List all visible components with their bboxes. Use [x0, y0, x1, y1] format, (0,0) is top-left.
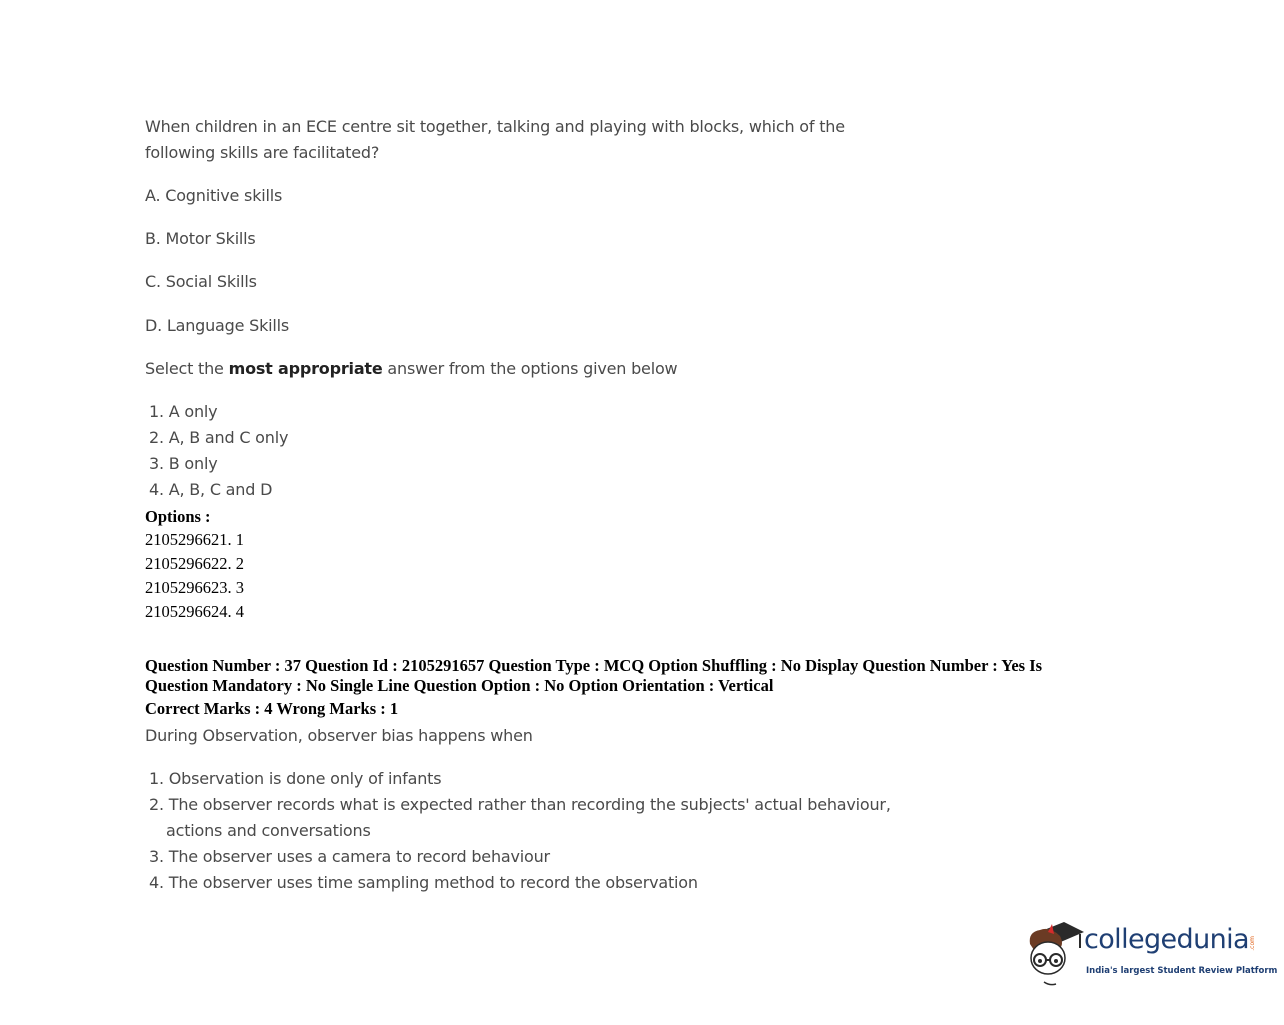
- question-meta-line-1: Question Number : 37 Question Id : 2105291657 Question Type : MCQ Option Shuffling : No Display Question Number : Yes Is: [145, 656, 1043, 675]
- option-code-2: 2105296622. 2: [145, 554, 244, 573]
- brand-domain: .com: [1249, 936, 1256, 951]
- choice-3: 3. B only: [149, 454, 218, 473]
- option-code-3: 2105296623. 3: [145, 578, 244, 597]
- question-meta-line-2: Question Mandatory : No Single Line Question Option : No Option Orientation : Vertical: [145, 676, 774, 695]
- brand-name: collegedunia: [1084, 924, 1249, 955]
- statement-a: A. Cognitive skills: [145, 186, 283, 205]
- collegedunia-logo: [1024, 914, 1278, 990]
- question-stem-line-2: following skills are facilitated?: [145, 143, 380, 162]
- q2-choice-4: 4. The observer uses time sampling method to record the observation: [149, 873, 698, 892]
- q2-choice-1: 1. Observation is done only of infants: [149, 769, 442, 788]
- q2-choice-2: 2. The observer records what is expected rather than recording the subjects' actual behaviour,: [149, 795, 891, 814]
- statement-b: B. Motor Skills: [145, 229, 256, 248]
- statement-c: C. Social Skills: [145, 272, 257, 291]
- question-marks: Correct Marks : 4 Wrong Marks : 1: [145, 699, 399, 718]
- select-prefix: Select the: [145, 359, 229, 378]
- choice-2: 2. A, B and C only: [149, 428, 289, 447]
- statement-d: D. Language Skills: [145, 316, 290, 335]
- brand-tagline: India's largest Student Review Platform: [1086, 966, 1278, 976]
- option-code-4: 2105296624. 4: [145, 602, 244, 621]
- select-emphasis: most appropriate: [228, 359, 383, 378]
- q2-choice-2-continuation: actions and conversations: [166, 821, 371, 840]
- select-instruction: [145, 359, 677, 378]
- q2-choice-3: 3. The observer uses a camera to record behaviour: [149, 847, 550, 866]
- option-code-1: 2105296621. 1: [145, 530, 244, 549]
- question-stem-line-1: When children in an ECE centre sit together, talking and playing with blocks, which of the: [145, 117, 845, 136]
- select-suffix: answer from the options given below: [382, 359, 678, 378]
- options-label: Options :: [145, 507, 211, 526]
- mascot-icon: [1024, 914, 1088, 990]
- choice-1: 1. A only: [149, 402, 218, 421]
- question-2-stem: During Observation, observer bias happens when: [145, 726, 533, 745]
- choice-4: 4. A, B, C and D: [149, 480, 273, 499]
